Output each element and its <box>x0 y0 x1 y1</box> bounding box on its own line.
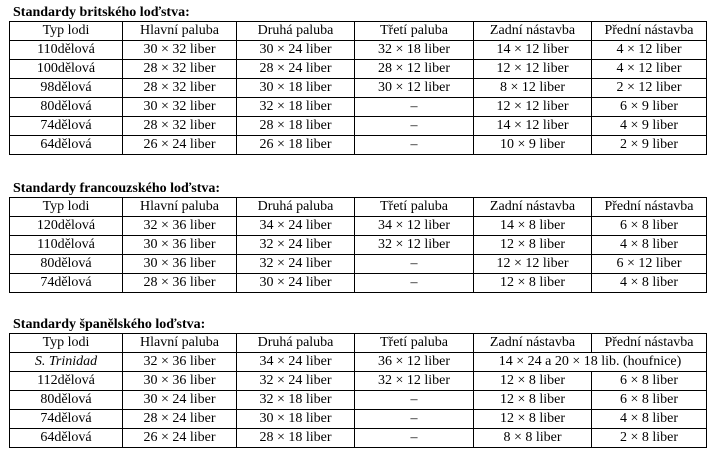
table-cell: 74dělová <box>10 117 123 136</box>
table-cell: 100dělová <box>10 60 123 79</box>
table-cell: 28 × 32 liber <box>123 79 237 98</box>
table-cell: 30 × 32 liber <box>123 41 237 60</box>
table-cell: 28 × 18 liber <box>237 117 355 136</box>
table-cell: 98dělová <box>10 79 123 98</box>
table-row <box>10 372 707 391</box>
table-cell: 12 × 12 liber <box>474 60 592 79</box>
column-header: Hlavní paluba <box>123 198 237 217</box>
table-cell: 30 × 36 liber <box>123 255 237 274</box>
table-cell: 14 × 8 liber <box>474 217 592 236</box>
table-cell: 34 × 24 liber <box>237 353 355 372</box>
british-title: Standardy britského loďstva: <box>13 5 190 20</box>
column-header: Hlavní paluba <box>123 334 237 353</box>
table-cell: 28 × 18 liber <box>237 429 355 448</box>
table-cell: – <box>355 255 474 274</box>
table-cell: 28 × 32 liber <box>123 60 237 79</box>
table-cell: – <box>355 274 474 293</box>
column-header: Typ lodi <box>10 198 123 217</box>
table-cell: 26 × 18 liber <box>237 136 355 155</box>
table-row <box>10 255 707 274</box>
table-cell: 32 × 18 liber <box>237 98 355 117</box>
table-cell: 12 × 8 liber <box>474 410 592 429</box>
table-cell: 80dělová <box>10 391 123 410</box>
table-cell: 6 × 8 liber <box>592 391 707 410</box>
table-row <box>10 98 707 117</box>
table-cell: 8 × 8 liber <box>474 429 592 448</box>
column-header: Třetí paluba <box>355 198 474 217</box>
table-cell: 64dělová <box>10 429 123 448</box>
table-row <box>10 117 707 136</box>
column-header: Zadní nástavba <box>474 22 592 41</box>
table-cell: 12 × 12 liber <box>474 255 592 274</box>
table-cell: 30 × 24 liber <box>123 391 237 410</box>
table-cell: 4 × 8 liber <box>592 236 707 255</box>
table-cell: 14 × 24 a 20 × 18 lib. (houfnice) <box>474 353 707 372</box>
british-section <box>9 4 706 155</box>
table-cell: 2 × 8 liber <box>592 429 707 448</box>
table-cell: 34 × 12 liber <box>355 217 474 236</box>
table-row <box>10 391 707 410</box>
column-header: Třetí paluba <box>355 334 474 353</box>
spanish-section <box>9 316 706 448</box>
table-cell: 74dělová <box>10 274 123 293</box>
british-table <box>9 21 707 155</box>
french-title: Standardy francouzského loďstva: <box>13 181 221 196</box>
table-cell: 8 × 12 liber <box>474 79 592 98</box>
column-header: Třetí paluba <box>355 22 474 41</box>
table-cell: 12 × 8 liber <box>474 274 592 293</box>
table-cell: 12 × 8 liber <box>474 372 592 391</box>
table-cell: – <box>355 410 474 429</box>
table-cell: 32 × 24 liber <box>237 236 355 255</box>
table-row <box>10 353 707 372</box>
table-cell: 30 × 12 liber <box>355 79 474 98</box>
table-cell: 6 × 12 liber <box>592 255 707 274</box>
table-cell: 110dělová <box>10 236 123 255</box>
table-row <box>10 136 707 155</box>
table-row <box>10 236 707 255</box>
table-cell: – <box>355 136 474 155</box>
table-cell: 32 × 12 liber <box>355 372 474 391</box>
table-cell: 28 × 24 liber <box>123 410 237 429</box>
french-table <box>9 197 707 293</box>
table-cell: 28 × 36 liber <box>123 274 237 293</box>
column-header: Přední nástavba <box>592 198 707 217</box>
table-row <box>10 217 707 236</box>
table-cell: 4 × 8 liber <box>592 274 707 293</box>
table-row <box>10 429 707 448</box>
table-cell: 110dělová <box>10 41 123 60</box>
table-cell: 30 × 24 liber <box>237 274 355 293</box>
table-row <box>10 60 707 79</box>
column-header: Zadní nástavba <box>474 334 592 353</box>
table-cell: 120dělová <box>10 217 123 236</box>
table-cell: 10 × 9 liber <box>474 136 592 155</box>
table-row <box>10 410 707 429</box>
table-cell: 30 × 36 liber <box>123 372 237 391</box>
table-cell: 6 × 8 liber <box>592 217 707 236</box>
table-cell: 30 × 32 liber <box>123 98 237 117</box>
table-cell: 4 × 8 liber <box>592 410 707 429</box>
table-cell: – <box>355 117 474 136</box>
table-cell: 32 × 36 liber <box>123 217 237 236</box>
table-cell: 2 × 9 liber <box>592 136 707 155</box>
table-cell: 6 × 9 liber <box>592 98 707 117</box>
table-cell: 14 × 12 liber <box>474 41 592 60</box>
table-cell: 32 × 18 liber <box>237 391 355 410</box>
column-header: Typ lodi <box>10 22 123 41</box>
table-cell: 32 × 24 liber <box>237 372 355 391</box>
table-cell: 32 × 24 liber <box>237 255 355 274</box>
table-cell: 26 × 24 liber <box>123 429 237 448</box>
table-cell: 36 × 12 liber <box>355 353 474 372</box>
header-row <box>10 198 707 217</box>
table-cell: 12 × 8 liber <box>474 236 592 255</box>
table-cell: 4 × 9 liber <box>592 117 707 136</box>
table-cell: 12 × 12 liber <box>474 98 592 117</box>
table-cell: 6 × 8 liber <box>592 372 707 391</box>
table-cell: 30 × 24 liber <box>237 41 355 60</box>
french-section <box>9 180 706 293</box>
table-cell: 80dělová <box>10 255 123 274</box>
table-cell: 28 × 32 liber <box>123 117 237 136</box>
column-header: Druhá paluba <box>237 334 355 353</box>
table-cell: 74dělová <box>10 410 123 429</box>
table-cell: 64dělová <box>10 136 123 155</box>
table-cell: 30 × 36 liber <box>123 236 237 255</box>
table-cell: S. Trinidad <box>10 353 123 372</box>
table-row <box>10 41 707 60</box>
table-cell: 112dělová <box>10 372 123 391</box>
table-cell: 14 × 12 liber <box>474 117 592 136</box>
table-cell: 32 × 18 liber <box>355 41 474 60</box>
table-cell: 26 × 24 liber <box>123 136 237 155</box>
table-cell: 2 × 12 liber <box>592 79 707 98</box>
table-cell: 28 × 12 liber <box>355 60 474 79</box>
table-cell: 12 × 8 liber <box>474 391 592 410</box>
spanish-table <box>9 333 707 448</box>
header-row <box>10 334 707 353</box>
table-cell: 80dělová <box>10 98 123 117</box>
table-cell: 30 × 18 liber <box>237 410 355 429</box>
column-header: Zadní nástavba <box>474 198 592 217</box>
table-cell: – <box>355 98 474 117</box>
table-row <box>10 274 707 293</box>
header-row <box>10 22 707 41</box>
column-header: Druhá paluba <box>237 22 355 41</box>
table-cell: – <box>355 429 474 448</box>
table-cell: 28 × 24 liber <box>237 60 355 79</box>
table-cell: 32 × 36 liber <box>123 353 237 372</box>
table-cell: 4 × 12 liber <box>592 60 707 79</box>
table-row <box>10 79 707 98</box>
table-cell: – <box>355 391 474 410</box>
column-header: Přední nástavba <box>592 334 707 353</box>
table-cell: 34 × 24 liber <box>237 217 355 236</box>
table-cell: 30 × 18 liber <box>237 79 355 98</box>
table-cell: 32 × 12 liber <box>355 236 474 255</box>
column-header: Typ lodi <box>10 334 123 353</box>
column-header: Hlavní paluba <box>123 22 237 41</box>
column-header: Druhá paluba <box>237 198 355 217</box>
table-cell: 4 × 12 liber <box>592 41 707 60</box>
column-header: Přední nástavba <box>592 22 707 41</box>
spanish-title: Standardy španělského loďstva: <box>13 317 206 332</box>
